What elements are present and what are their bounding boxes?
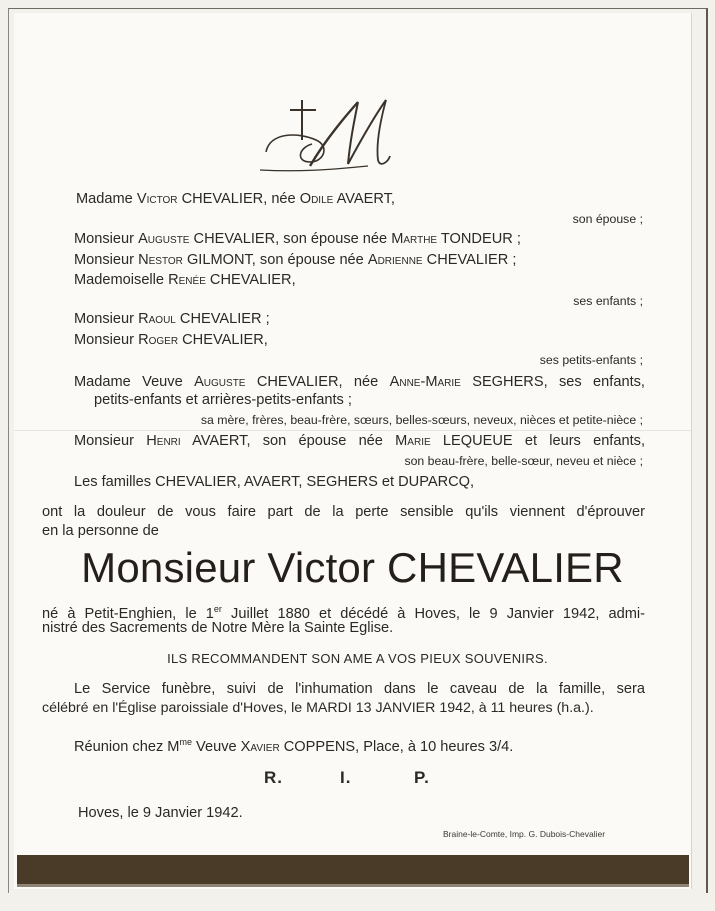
text-run: CHEVALIER ; — [422, 252, 517, 268]
text-run: CHEVALIER, — [178, 332, 268, 348]
text-run: Monsieur — [74, 332, 139, 348]
family-line — [74, 473, 474, 491]
first-name: Auguste — [194, 374, 246, 390]
mourning-band — [17, 855, 689, 885]
first-name: Marthe — [391, 231, 438, 247]
text-run: Monsieur — [74, 433, 147, 449]
rip-i: I. — [340, 768, 352, 787]
text-run: AVAERT, — [333, 191, 395, 207]
family-line — [94, 391, 352, 409]
text-run: Les familles CHEVALIER, AVAERT, SEGHERS et DUPARCQ, — [74, 474, 475, 490]
first-name: Victor — [136, 191, 178, 207]
deceased-name: Monsieur Victor CHEVALIER — [81, 544, 624, 591]
text-run: AVAERT, son épouse née — [180, 433, 396, 449]
first-name: Odile — [299, 191, 334, 207]
family-line — [404, 452, 643, 470]
first-name: Raoul — [138, 311, 176, 327]
text-run: CHEVALIER, son épouse née — [189, 231, 392, 247]
text-run: petits-enfants et arrières-petits-enfants ; — [94, 392, 352, 408]
service-line-1: Le Service funèbre, suivi de l'inhumation dans le caveau de la famille, sera — [74, 681, 645, 697]
family-line — [74, 432, 645, 450]
printer-credit: Braine-le-Comte, Imp. G. Dubois-Chevalier — [443, 829, 606, 839]
text-run: LEQUEUE et leurs enfants, — [430, 433, 645, 449]
text-run: CHEVALIER, née — [177, 191, 300, 207]
family-line — [74, 310, 270, 328]
reunion-b: Veuve — [191, 738, 241, 755]
family-line — [74, 230, 521, 248]
text-run: Mademoiselle — [74, 272, 169, 288]
first-name: Anne-Marie — [389, 374, 461, 390]
text-run: SEGHERS, ses enfants, — [460, 374, 645, 390]
family-line — [540, 351, 643, 369]
family-line — [74, 331, 268, 349]
family-line — [76, 190, 395, 208]
announce-line-2: en la personne de — [42, 523, 159, 539]
mourning-band-edge — [17, 884, 689, 887]
birth-death-line-2: nistré des Sacrements de Notre Mère la Sainte Eglise. — [42, 620, 394, 636]
first-name: Nestor — [138, 252, 183, 268]
text-run: son épouse ; — [572, 212, 643, 226]
reunion-sup: me — [179, 737, 192, 747]
first-name: Marie — [395, 433, 431, 449]
family-line — [74, 373, 645, 391]
reunion-first: Xavier — [240, 738, 280, 755]
text-run: ses petits-enfants ; — [539, 353, 643, 367]
rip-r: R. — [264, 768, 283, 787]
first-name: Adrienne — [367, 252, 423, 268]
service-line-2: célébré en l'Église paroissiale d'Hoves, le MARDI 13 JANVIER 1942, à 11 heures (h.a.). — [42, 700, 594, 716]
first-name: Auguste — [138, 231, 190, 247]
first-name: Renée — [168, 272, 206, 288]
text-run: Monsieur — [74, 311, 139, 327]
text-run: CHEVALIER, née — [245, 374, 390, 390]
announce-line-1: ont la douleur de vous faire part de la perte sensible qu'ils viennent d'éprouver — [42, 504, 645, 520]
family-line — [573, 210, 643, 228]
recommend-line: ILS RECOMMANDENT SON AME A VOS PIEUX SOUVENIRS. — [167, 651, 548, 666]
reunion-line — [74, 733, 513, 756]
family-line — [74, 271, 296, 289]
text-run: Monsieur — [74, 231, 139, 247]
text-run: CHEVALIER ; — [175, 311, 270, 327]
text-run: ses enfants ; — [573, 294, 643, 308]
text-run: Madame Veuve — [74, 374, 195, 390]
family-line — [573, 292, 643, 310]
family-line — [201, 411, 643, 429]
text-run: CHEVALIER, — [205, 272, 296, 288]
birth-death-a: né à Petit-Enghien, le 1 — [42, 605, 214, 622]
first-name: Henri — [146, 433, 181, 449]
family-line — [74, 251, 516, 269]
fold-crease — [14, 430, 691, 431]
rip-p: P. — [414, 768, 430, 787]
reunion-c: COPPENS, Place, à 10 heures 3/4. — [279, 738, 514, 755]
reunion-a: Réunion chez M — [74, 738, 180, 755]
birth-death-sup: er — [213, 604, 222, 614]
text-run: TONDEUR ; — [437, 231, 521, 247]
text-run: GILMONT, son épouse née — [182, 252, 368, 268]
first-name: Roger — [138, 332, 179, 348]
cross-monogram-emblem — [258, 92, 392, 178]
text-run: son beau-frère, belle-sœur, neveu et nièce ; — [404, 454, 643, 468]
place-date: Hoves, le 9 Janvier 1942. — [78, 805, 243, 821]
text-run: sa mère, frères, beau-frère, sœurs, belles-sœurs, neveux, nièces et petite-nièce ; — [200, 413, 643, 427]
text-run: Madame — [76, 191, 137, 207]
text-run: Monsieur — [74, 252, 139, 268]
birth-death-b: Juillet 1880 et décédé à Hoves, le 9 Janvier 1942, admi- — [221, 605, 645, 622]
